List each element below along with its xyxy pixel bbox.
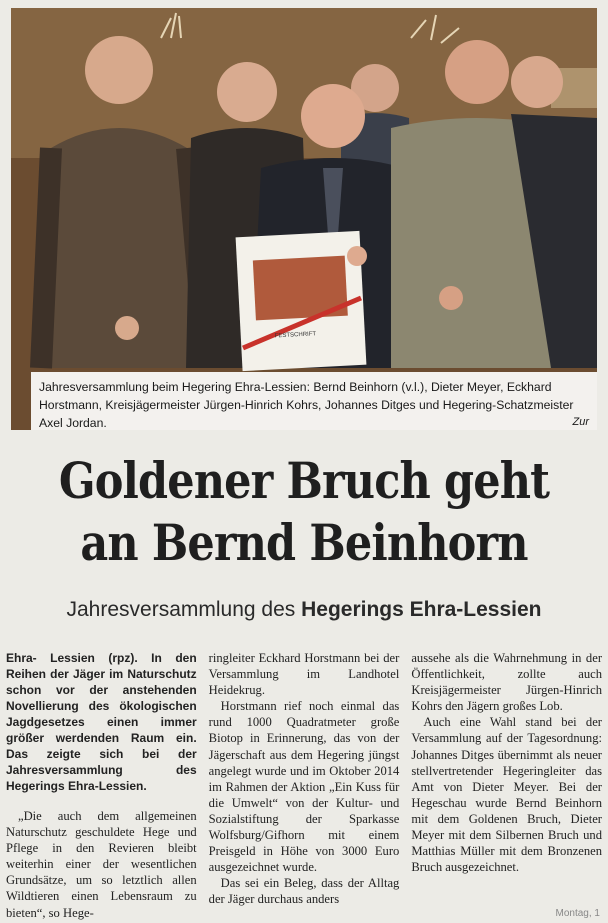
poster — [236, 231, 367, 371]
subhead-bold: Hegerings Ehra-Lessien — [301, 598, 542, 621]
group-photo — [11, 8, 597, 430]
photo-credit: Zur — [572, 416, 589, 428]
article-paragraph: Auch eine Wahl stand bei der Versammlung auf der Tagesordnung: Johannes Ditges übernimmt als neuer stellvertretender Hegeringleiter das Amt von Dieter Meyer. Bei der Hegeschau wurde Bernd Beinhorn mit dem Goldenen Bruch, Dieter Meyer mit dem Silbernen Bruch und Matthias Müller mit dem Bronzenen Bruch ausgezeichnet. — [411, 715, 603, 875]
caption-text: Jahresversammlung beim Hegering Ehra-Lessien: Bernd Beinhorn (v.l.), Dieter Meyer, Eckhard Horstmann, Kreisjägermeister Jürgen-Hinrich Kohrs, Johannes Ditges und Hegering-Schatzmeister Axel Jordan. — [39, 380, 574, 430]
article-lead: Ehra- Lessien (rpz). In den Reihen der Jäger im Naturschutz schon vor der anstehenden Novellierung des ökologischen Jagdgesetzes einen immer größer werdenden Raum ein. Das zeigte sich bei der Jahresversammlung des Hegerings Ehra-Lessien. — [6, 651, 197, 793]
article-column-3 — [411, 650, 602, 920]
photo-illustration — [11, 8, 597, 430]
article-column-2 — [209, 650, 400, 920]
headline-line-1: Goldener Bruch geht — [58, 451, 550, 510]
subheadline — [0, 598, 608, 622]
article-paragraph: Das sei ein Beleg, dass der Alltag der Jäger durchaus anders — [208, 876, 400, 907]
poster-text: FESTSCHRIFT — [274, 331, 317, 340]
headline-line-2: an Bernd Beinhorn — [80, 513, 528, 572]
footer-fragment: Montag, 1 — [555, 908, 600, 919]
subhead-plain: Jahresversammlung des — [66, 598, 302, 621]
article-paragraph: „Die auch dem allgemeinen Naturschutz geschuldete Hege und Pflege in den Revieren bleibt weiterhin einer der wesentlichen Grundsätze, um so letztlich allen Wildtieren einen Lebensraum zu bieten“, so Hege- — [6, 809, 197, 920]
article-paragraph: ringleiter Eckhard Horstmann bei der Versammlung im Landhotel Heidekrug. — [208, 651, 400, 698]
photo-caption — [31, 372, 597, 430]
article-paragraph: Horstmann rief noch einmal das rund 1000 Quadratmeter große Biotop in Erinnerung, das von der Jägerschaft aus dem Hegering jüngst angelegt wurde und im Oktober 2014 im Rahmen der Aktion „Ein Kuss für die Umwelt“ von der Kultur- und Sozialstiftung der Sparkasse Wolfsburg/Gifhorn mit einem Preisgeld in Höhe von 3000 Euro ausgezeichnet wurde. — [208, 699, 400, 875]
headline — [43, 450, 566, 574]
article-paragraph: aussehe als die Wahrnehmung in der Öffentlichkeit, zollte auch Kreisjägermeister Jürgen-Hinrich Kohrs den Jägern großes Lob. — [411, 651, 603, 714]
article-body — [6, 650, 602, 920]
article-column-1 — [6, 650, 197, 920]
